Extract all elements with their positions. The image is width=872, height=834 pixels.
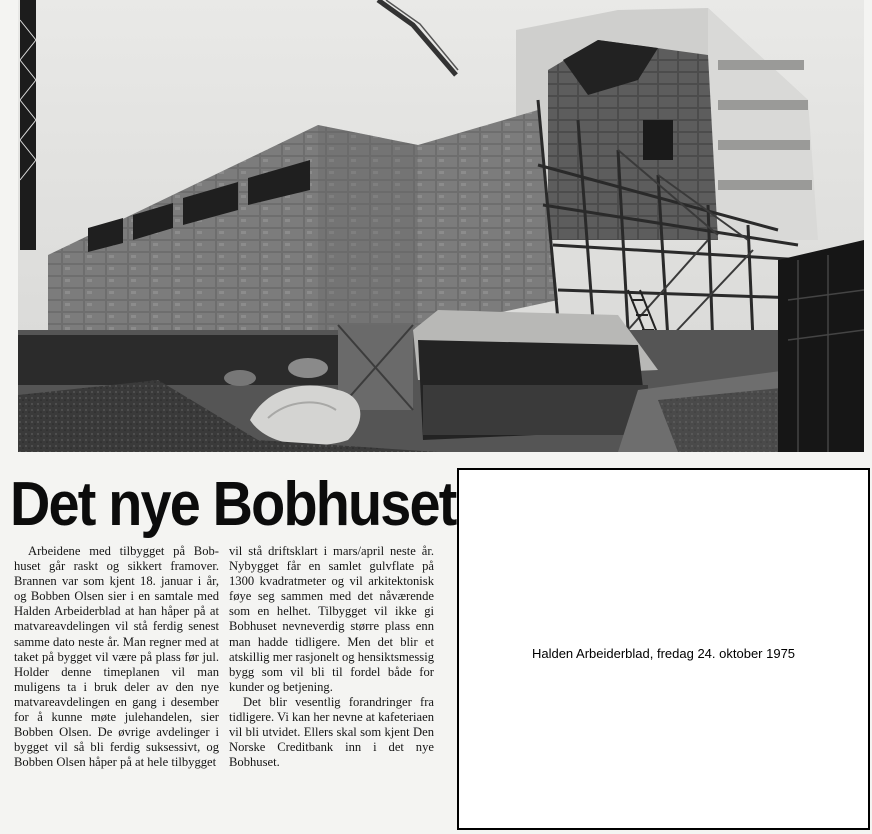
source-caption: Halden Arbeiderblad, fredag 24. oktober 1975 — [531, 646, 796, 661]
construction-photo — [18, 0, 864, 452]
source-caption-box — [457, 468, 870, 830]
article-paragraph: Arbeidene med tilbygget på Bob-huset går raskt og sikkert framover. Brannen var som kjent 18. januar i år, og Bobben Olsen sier i en samtale med Halden Arbeiderblad at han håper på at matvareavdelingen vil stå ferdig senest samme dato neste år. Man regner med at taket på bygget vil være på plass før jul. Holder denne timeplanen vil man muligens ta i bruk deler av den nye matvareavdelingen en gang i desember for å kunne møte julehandelen, sier Bobben Olsen. De øvrige avdelinger i bygget vil så bli ferdig suksessivt, og Bobben Olsen håper på at hele tilbygget — [14, 544, 219, 770]
article-column-1 — [14, 544, 219, 770]
article-headline: Det nye Bobhuset — [10, 470, 456, 539]
article-paragraph: Det blir vesentlig forandringer fra tidligere. Vi kan her nevne at kafeteriaen vil bli utvidet. Ellers skal som kjent Den Norske Creditbank inn i det nye Bobhuset. — [229, 694, 434, 770]
article-column-2 — [229, 544, 434, 770]
article-paragraph: vil stå driftsklart i mars/april neste år. Nybygget får en samlet gulvflate på 1300 kvadratmeter og vil arkitektonisk føye seg sammen med det nåværende som en helhet. Tilbygget vil ikke gi Bobhuset nevneverdig større plass enn man hadde tidligere. Men det blir et atskillig mer rasjonelt og hensiktsmessig bygg som vil bli til fordel både for kunder og betjening. — [229, 544, 434, 694]
